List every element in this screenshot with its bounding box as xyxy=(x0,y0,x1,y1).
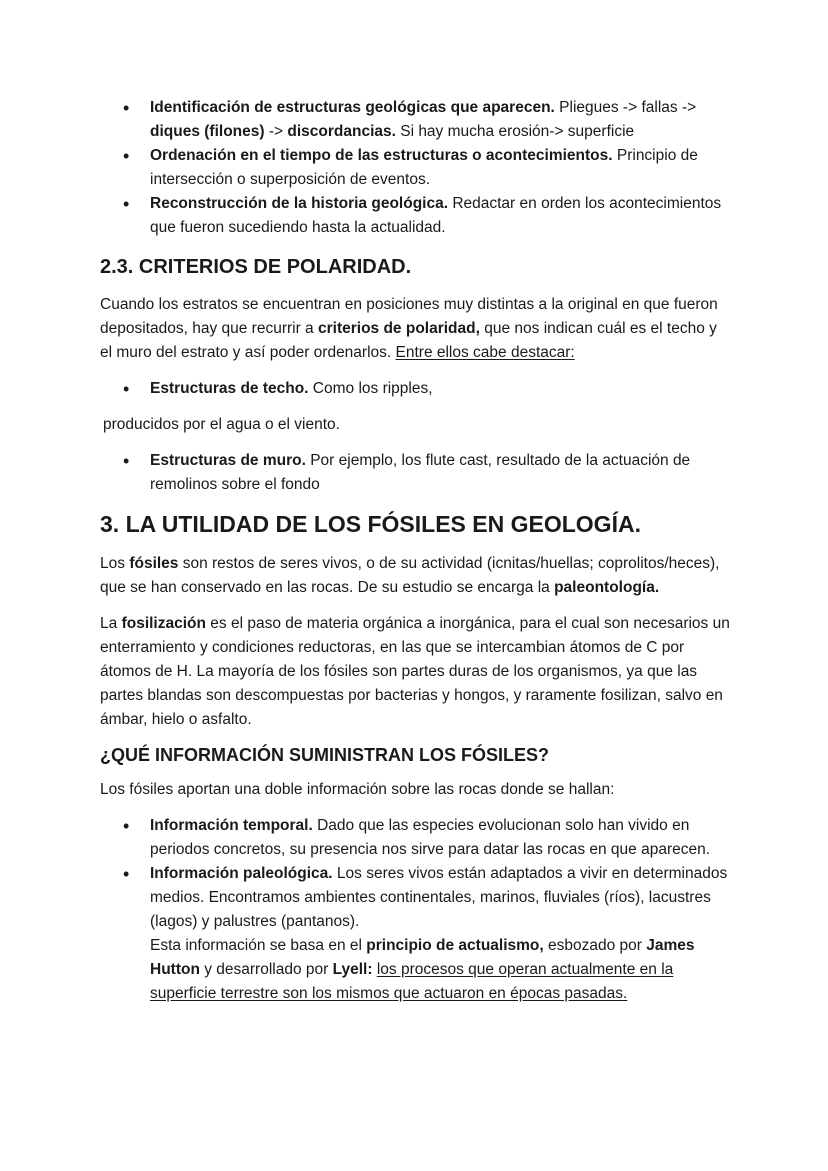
list-item: • Información paleológica. Los seres vivos están adaptados a vivir en determinados medios. Encontramos ambientes continentales, marinos, fluviales (ríos), lacustres (lagos) y palustres (pantanos). Esta información se basa en el principio de actualismo, esbozado por James Hutton y desarrollado por Lyell: los procesos que operan actualmente en la superficie terrestre son los mismos que actuaron en épocas pasadas. xyxy=(150,862,732,1006)
fossilization-paragraph: La fosilización es el paso de materia orgánica a inorgánica, para el cual son necesarios un enterramiento y condiciones reductoras, en las que se intercambian átomos de C por átomos de H. La mayoría de los fósiles son partes duras de los organismos, ya que las partes blandas son descompuestas por bacterias y hongos, y raramente fosilizan, salvo en ámbar, hielo o asfalto. xyxy=(100,615,730,728)
polarity-paragraph: Cuando los estratos se encuentran en posiciones muy distintas a la original en que fueron depositados, hay que recurrir a criterios de polaridad, que nos indican cuál es el techo y el muro del estrato y así poder ordenarlos. Entre ellos cabe destacar: xyxy=(100,296,718,361)
techo-list xyxy=(100,377,732,401)
list-item: • Ordenación en el tiempo de las estructuras o acontecimientos. Principio de intersección o superposición de eventos. xyxy=(150,144,732,192)
list-item: • Reconstrucción de la historia geológica. Redactar en orden los acontecimientos que fueron sucediendo hasta la actualidad. xyxy=(150,192,732,240)
list-item: • Estructuras de techo. Como los ripples, xyxy=(150,377,732,401)
list-item: • Información temporal. Dado que las especies evolucionan solo han vivido en periodos concretos, su presencia nos sirve para datar las rocas en que aparecen. xyxy=(150,814,732,862)
geologic-steps-list xyxy=(100,96,732,240)
list-item: • Estructuras de muro. Por ejemplo, los flute cast, resultado de la actuación de remolinos sobre el fondo xyxy=(150,449,732,497)
muro-list xyxy=(100,449,732,497)
section-heading-polarity: 2.3. CRITERIOS DE POLARIDAD. xyxy=(100,256,412,278)
section-heading-fossil-info: ¿QUÉ INFORMACIÓN SUMINISTRAN LOS FÓSILES? xyxy=(100,745,549,765)
fossil-info-intro: Los fósiles aportan una doble información sobre las rocas donde se hallan: xyxy=(100,781,615,798)
fossils-paragraph: Los fósiles son restos de seres vivos, o de su actividad (icnitas/huellas; coprolitos/heces), que se han conservado en las rocas. De su estudio se encarga la paleontología. xyxy=(100,555,720,596)
fossil-info-list xyxy=(100,814,732,1006)
section-heading-fossils: 3. LA UTILIDAD DE LOS FÓSILES EN GEOLOGÍA. xyxy=(100,511,641,537)
techo-continuation: producidos por el agua o el viento. xyxy=(103,416,340,433)
list-item: • Identificación de estructuras geológicas que aparecen. Pliegues -> fallas -> diques (filones) -> discordancias. Si hay mucha erosión-> superficie xyxy=(150,96,732,144)
